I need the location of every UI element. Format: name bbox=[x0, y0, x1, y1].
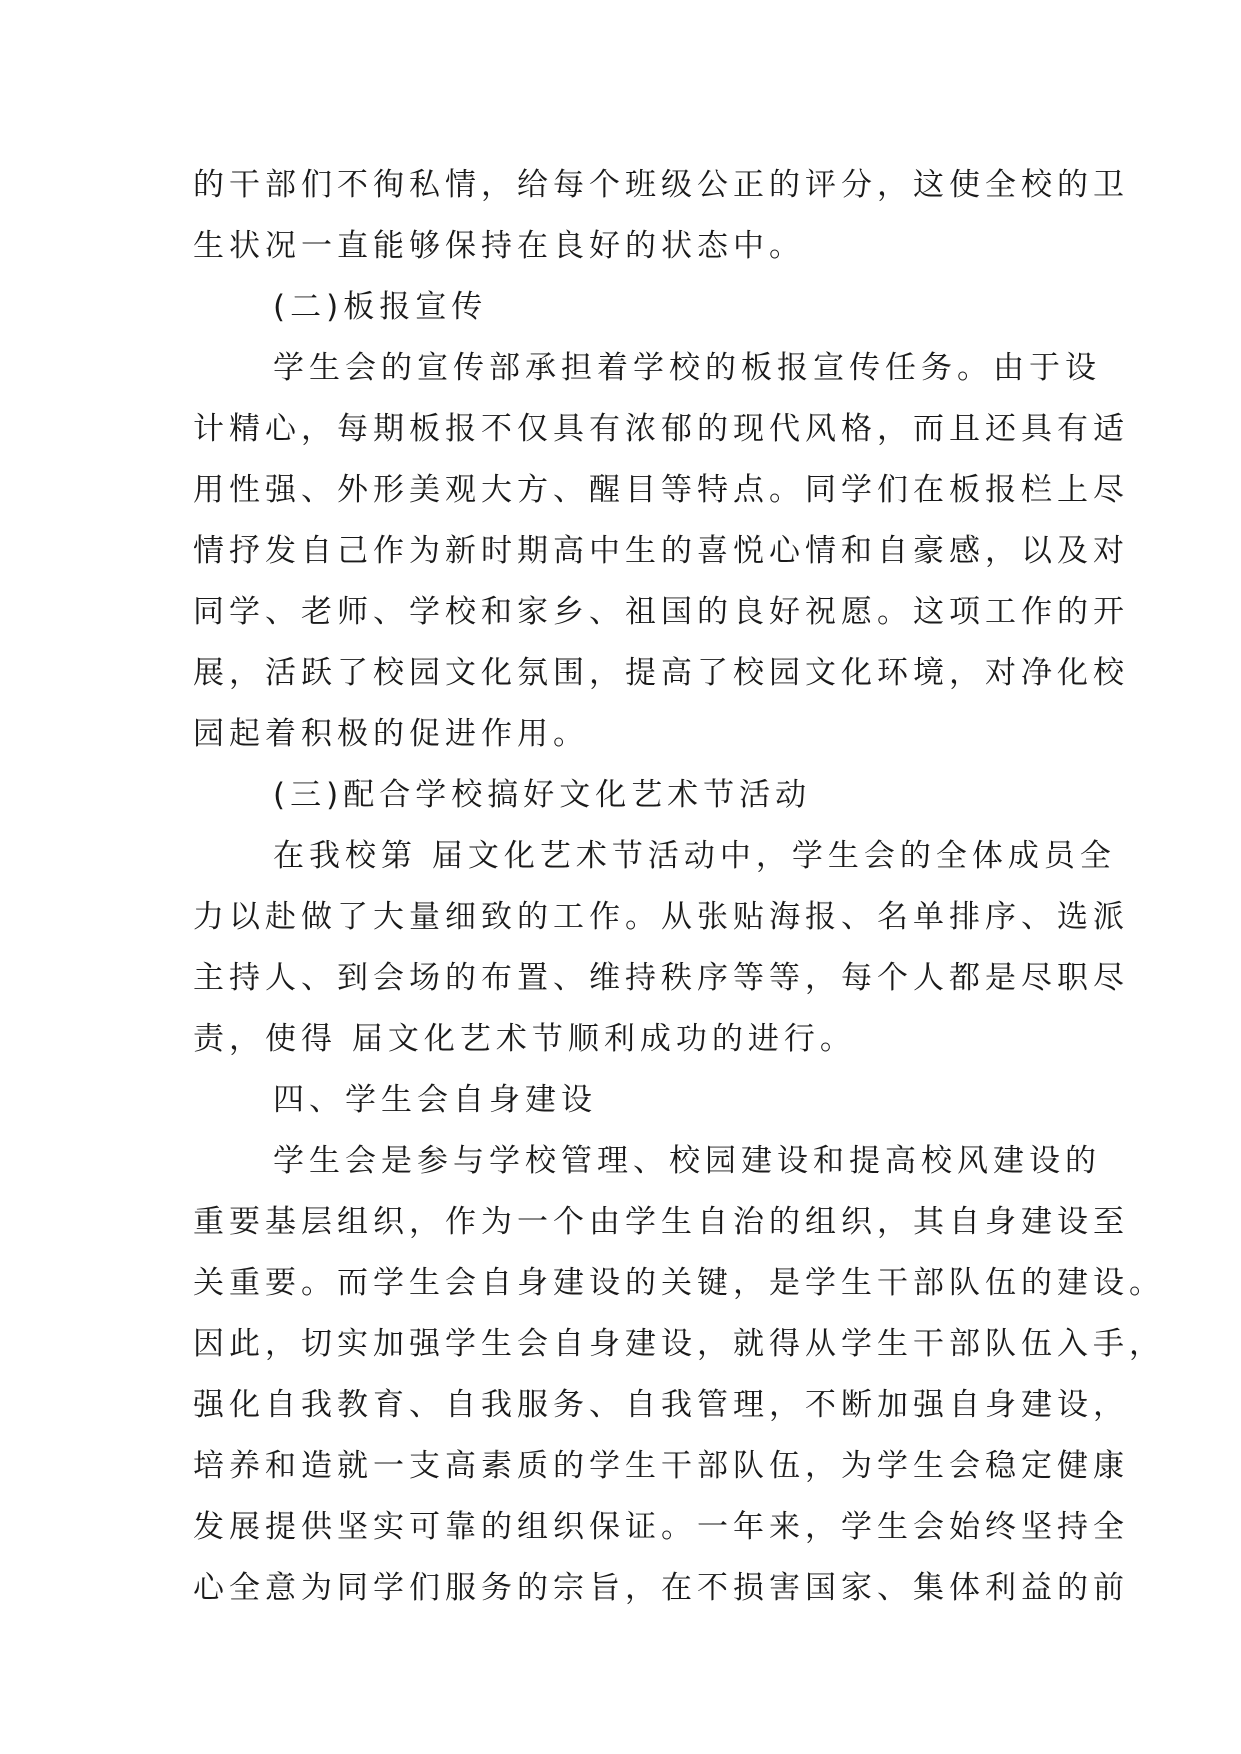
text-line: 学生会的宣传部承担着学校的板报宣传任务。由于设 bbox=[273, 350, 1101, 386]
text-line: 展，活跃了校园文化氛围，提高了校园文化环境，对净化校 bbox=[193, 655, 1129, 691]
section-heading: 四、学生会自身建设 bbox=[273, 1082, 597, 1118]
text-line: 因此，切实加强学生会自身建设，就得从学生干部队伍入手， bbox=[193, 1326, 1165, 1362]
text-line: 的干部们不徇私情，给每个班级公正的评分，这使全校的卫 bbox=[193, 167, 1129, 203]
text-line: 心全意为同学们服务的宗旨，在不损害国家、集体利益的前 bbox=[193, 1570, 1129, 1606]
text-line: 强化自我教育、自我服务、自我管理，不断加强自身建设， bbox=[193, 1387, 1129, 1423]
text-line: 培养和造就一支高素质的学生干部队伍，为学生会稳定健康 bbox=[193, 1448, 1129, 1484]
section-heading: (三)配合学校搞好文化艺术节活动 bbox=[273, 777, 812, 813]
text-line: 计精心，每期板报不仅具有浓郁的现代风格，而且还具有适 bbox=[193, 411, 1129, 447]
text-line: 用性强、外形美观大方、醒目等特点。同学们在板报栏上尽 bbox=[193, 472, 1129, 508]
text-line: 在我校第 届文化艺术节活动中，学生会的全体成员全 bbox=[273, 838, 1116, 874]
text-line: 重要基层组织，作为一个由学生自治的组织，其自身建设至 bbox=[193, 1204, 1129, 1240]
text-line: 发展提供坚实可靠的组织保证。一年来，学生会始终坚持全 bbox=[193, 1509, 1129, 1545]
text-line: 同学、老师、学校和家乡、祖国的良好祝愿。这项工作的开 bbox=[193, 594, 1129, 630]
text-line: 主持人、到会场的布置、维持秩序等等，每个人都是尽职尽 bbox=[193, 960, 1129, 996]
text-line: 生状况一直能够保持在良好的状态中。 bbox=[193, 228, 805, 264]
text-line: 园起着积极的促进作用。 bbox=[193, 716, 589, 752]
text-line: 学生会是参与学校管理、校园建设和提高校风建设的 bbox=[273, 1143, 1101, 1179]
text-line: 关重要。而学生会自身建设的关键，是学生干部队伍的建设。 bbox=[193, 1265, 1165, 1301]
section-heading: (二)板报宣传 bbox=[273, 289, 488, 325]
text-line: 情抒发自己作为新时期高中生的喜悦心情和自豪感，以及对 bbox=[193, 533, 1129, 569]
text-line: 责，使得 届文化艺术节顺利成功的进行。 bbox=[193, 1021, 856, 1057]
document-body bbox=[193, 155, 1165, 1619]
text-line: 力以赴做了大量细致的工作。从张贴海报、名单排序、选派 bbox=[193, 899, 1129, 935]
